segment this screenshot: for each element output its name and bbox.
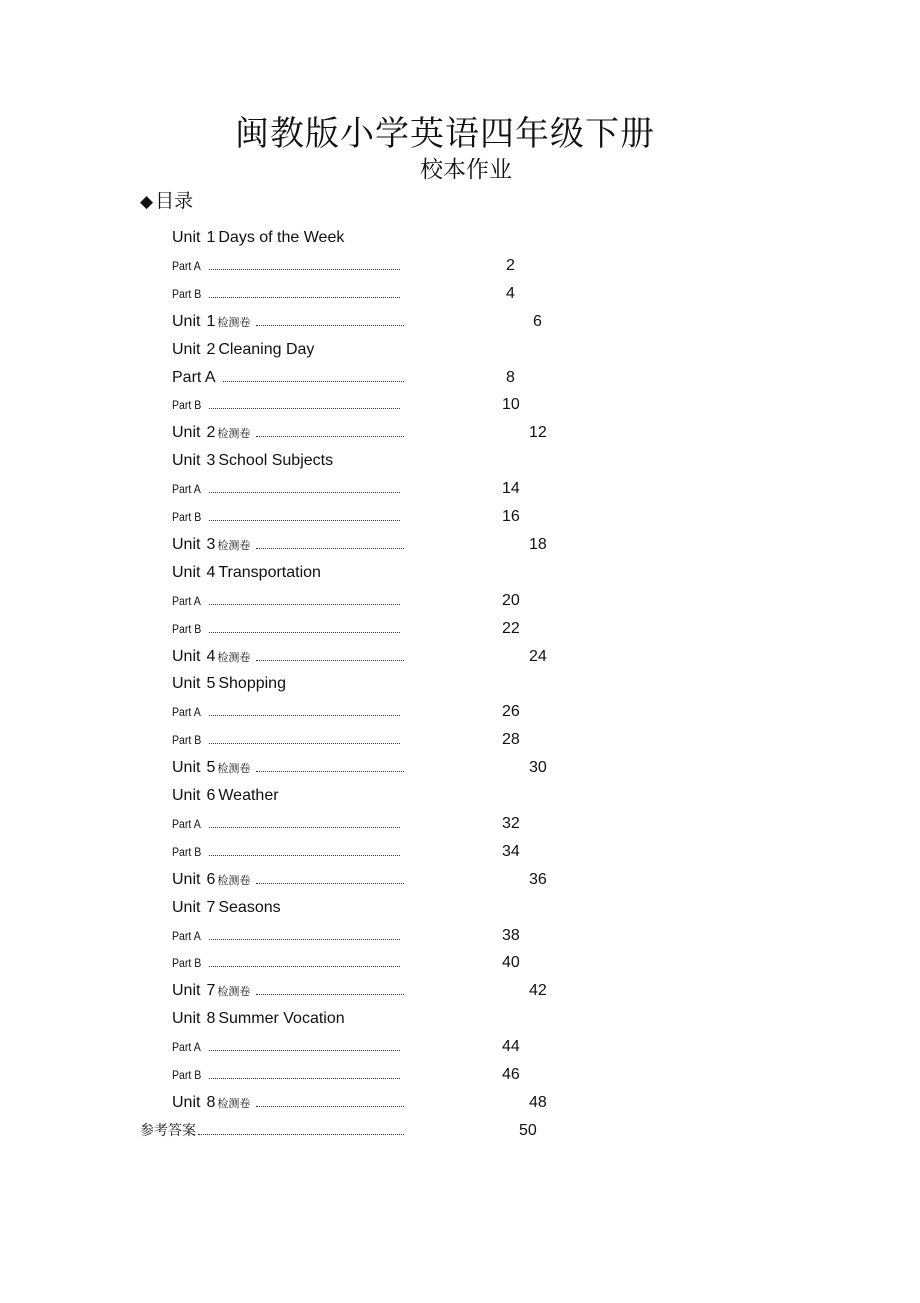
toc-test-label: 检测卷 [217,427,251,441]
toc-unit-word: Unit [172,982,201,1000]
toc-dot-leader [209,408,400,409]
toc-unit-heading[interactable] [0,894,920,922]
toc-page-number: 10 [502,396,520,414]
toc-dot-leader [209,939,400,940]
toc-entry-label: Part A [172,928,201,943]
toc-entry-label [172,866,250,895]
toc-entry-label [172,419,250,448]
toc-dot-leader [256,660,404,661]
toc-unit-name: Weather [218,787,279,804]
toc-entry-label: Part B [172,398,202,413]
toc-page-number: 34 [502,842,520,860]
toc-unit-word: Unit [172,787,201,804]
toc-page-number: 30 [529,759,547,777]
toc-entry-test[interactable] [0,531,920,559]
toc-page-number: 36 [529,870,547,888]
toc-entry-label [172,754,250,783]
toc-page-number: 4 [506,284,515,302]
toc-unit-number: 7 [206,898,216,916]
toc-entry-label: Part B [172,844,202,859]
toc-unit-number: 4 [206,563,216,581]
toc-dot-leader [256,994,404,995]
toc-page-number: 24 [529,647,547,665]
toc-page-number: 22 [502,619,520,637]
toc-unit-word: Unit [172,312,201,330]
toc-dot-leader [209,855,400,856]
toc-page-number: 28 [502,731,520,749]
toc-unit-word: Unit [172,898,201,916]
toc-answers-label: 参考答案 [140,1122,196,1139]
toc-entry-label [172,977,250,1006]
toc-entry-part[interactable] [0,1033,920,1061]
toc-entry-label: Part A [172,816,201,831]
toc-test-label: 检测卷 [217,873,251,887]
toc-entry-test[interactable] [0,419,920,447]
toc-entry-part[interactable] [0,810,920,838]
toc-unit-number: 7 [206,982,216,1000]
toc-unit-word: Unit [172,563,201,581]
toc-dot-leader [209,604,400,605]
toc-entry-label: Part B [172,956,202,971]
toc-heading-label: 目录 [155,190,194,212]
toc-unit-number: 4 [206,647,216,665]
toc-dot-leader [256,325,404,326]
toc-entry-label: Part B [172,621,202,636]
toc-page-number: 46 [502,1066,520,1083]
toc-page-number: 12 [529,424,547,442]
toc-entry-label [172,643,250,672]
toc-entry-part[interactable] [0,698,920,726]
toc-unit-number: 1 [206,312,216,330]
toc-unit-word: Unit [172,675,201,693]
toc-page-number: 26 [502,703,520,721]
toc-unit-title [172,782,279,810]
toc-unit-number: 3 [206,535,216,553]
toc-unit-heading[interactable] [0,670,920,698]
toc-entry-test[interactable] [0,754,920,782]
toc-dot-leader [256,1106,404,1107]
toc-unit-title [172,670,286,698]
toc-dot-leader [209,1078,400,1079]
toc-unit-title [172,894,281,922]
toc-dot-leader [209,1050,400,1051]
toc-entry-test[interactable] [0,866,920,894]
toc-unit-word: Unit [172,647,201,665]
toc-dot-leader [209,743,400,744]
toc-unit-name: Days of the Week [218,229,345,246]
toc-dot-leader [223,381,404,382]
toc-unit-heading[interactable] [0,559,920,587]
toc-unit-name: Summer Vocation [218,1010,345,1028]
toc-test-label: 检测卷 [217,650,251,664]
diamond-bullet-icon: ◆ [140,192,154,212]
toc-unit-title [172,336,314,364]
toc-page-number: 8 [506,368,515,386]
toc-page-number: 48 [529,1093,547,1111]
toc-page-number: 50 [519,1121,537,1139]
toc-dot-leader [256,436,404,437]
toc-unit-heading[interactable] [0,1005,920,1033]
toc-entry-part[interactable] [0,252,920,280]
toc-dot-leader [256,883,404,884]
toc-unit-number: 8 [206,1093,216,1111]
toc-entry-label: Part B [172,286,202,301]
toc-unit-number: 2 [206,424,216,442]
toc-entry-part[interactable] [0,726,920,754]
toc-page-number: 38 [502,926,520,944]
toc-entry-part[interactable] [0,475,920,503]
toc-dot-leader [209,827,400,828]
toc-entry-label: Part A [172,593,201,608]
toc-dot-leader [198,1134,404,1135]
toc-unit-number: 6 [206,870,216,888]
toc-unit-number: 5 [206,675,216,693]
toc-unit-name: Seasons [218,898,281,916]
toc-dot-leader [209,966,400,967]
toc-dot-leader [209,297,400,298]
toc-unit-word: Unit [172,870,201,888]
toc-entry-label: Part A [172,1040,201,1055]
toc-unit-name: School Subjects [218,452,334,470]
toc-unit-word: Unit [172,229,201,246]
toc-unit-number: 6 [206,787,216,804]
toc-entry-label: Part A [172,482,201,497]
toc-dot-leader [209,715,400,716]
toc-unit-word: Unit [172,340,201,358]
toc-unit-word: Unit [172,1010,201,1028]
toc-heading [140,187,193,216]
toc-entry-answers[interactable] [0,1117,920,1145]
toc-unit-word: Unit [172,424,201,442]
toc-dot-leader [256,548,404,549]
toc-entry-part[interactable] [0,615,920,643]
toc-entry-part[interactable] [0,922,920,950]
toc-test-label: 检测卷 [217,315,251,329]
toc-test-label: 检测卷 [217,1096,251,1110]
toc-unit-word: Unit [172,1093,201,1111]
toc-unit-heading[interactable] [0,782,920,810]
toc-test-label: 检测卷 [217,538,251,552]
toc-entry-label: Part B [172,510,202,524]
toc-unit-name: Cleaning Day [218,340,315,358]
toc-entry-part[interactable] [0,280,920,308]
toc-page-number: 14 [502,480,520,498]
toc-page-number: 2 [506,256,515,274]
toc-dot-leader [209,520,400,521]
toc-dot-leader [209,492,400,493]
toc-page-number: 42 [529,982,547,1000]
toc-entry-test[interactable] [0,308,920,336]
toc-dot-leader [256,771,404,772]
toc-entry-part[interactable] [0,364,920,392]
toc-page-number: 44 [502,1038,520,1056]
toc-page-number: 6 [533,312,542,330]
toc-entry-label [172,531,250,560]
toc-unit-number: 1 [206,229,216,246]
toc-unit-heading[interactable] [0,224,920,252]
toc-unit-number: 8 [206,1010,216,1028]
toc-entry-part[interactable] [0,587,920,615]
toc-unit-word: Unit [172,452,201,470]
toc-entry-label: Part A [172,705,201,720]
toc-entry-part[interactable] [0,949,920,977]
toc-unit-heading[interactable] [0,336,920,364]
toc-page-number: 18 [529,535,547,553]
toc-entry-part[interactable] [0,838,920,866]
toc-page-number: 32 [502,814,520,832]
toc-unit-word: Unit [172,535,201,553]
toc-unit-name: Shopping [218,675,286,693]
toc-test-label: 检测卷 [217,985,251,999]
toc-unit-number: 3 [206,452,216,470]
toc-entry-label: Part B [172,1068,202,1082]
toc-unit-number: 5 [206,759,216,777]
toc-entry-label [172,1089,250,1118]
toc-entry-label: Part A [172,258,201,273]
document-subtitle: 校本作业 [420,157,512,183]
toc-unit-heading[interactable] [0,447,920,475]
toc-entry-test[interactable] [0,1089,920,1117]
toc-unit-title [172,447,333,475]
toc-entry-part[interactable] [0,503,920,531]
toc-entry-part[interactable] [0,1061,920,1089]
toc-entry-test[interactable] [0,977,920,1005]
toc-page-number: 20 [502,591,520,609]
toc-page-number: 40 [502,954,520,972]
toc-unit-title [172,224,344,252]
toc-entry-test[interactable] [0,643,920,671]
toc-entry-label: Part B [172,733,202,748]
toc-entry-label: Part A [172,368,216,386]
toc-unit-title [172,559,321,587]
toc-page-number: 16 [502,508,520,525]
toc-test-label: 检测卷 [217,762,251,776]
toc-unit-word: Unit [172,759,201,777]
toc-dot-leader [209,632,400,633]
toc-unit-title [172,1005,345,1033]
toc-entry-label [172,308,250,337]
toc-unit-number: 2 [206,340,216,358]
toc-entry-part[interactable] [0,391,920,419]
document-title: 闽教版小学英语四年级下册 [235,114,655,154]
toc-dot-leader [209,269,400,270]
toc-unit-name: Transportation [218,563,321,581]
